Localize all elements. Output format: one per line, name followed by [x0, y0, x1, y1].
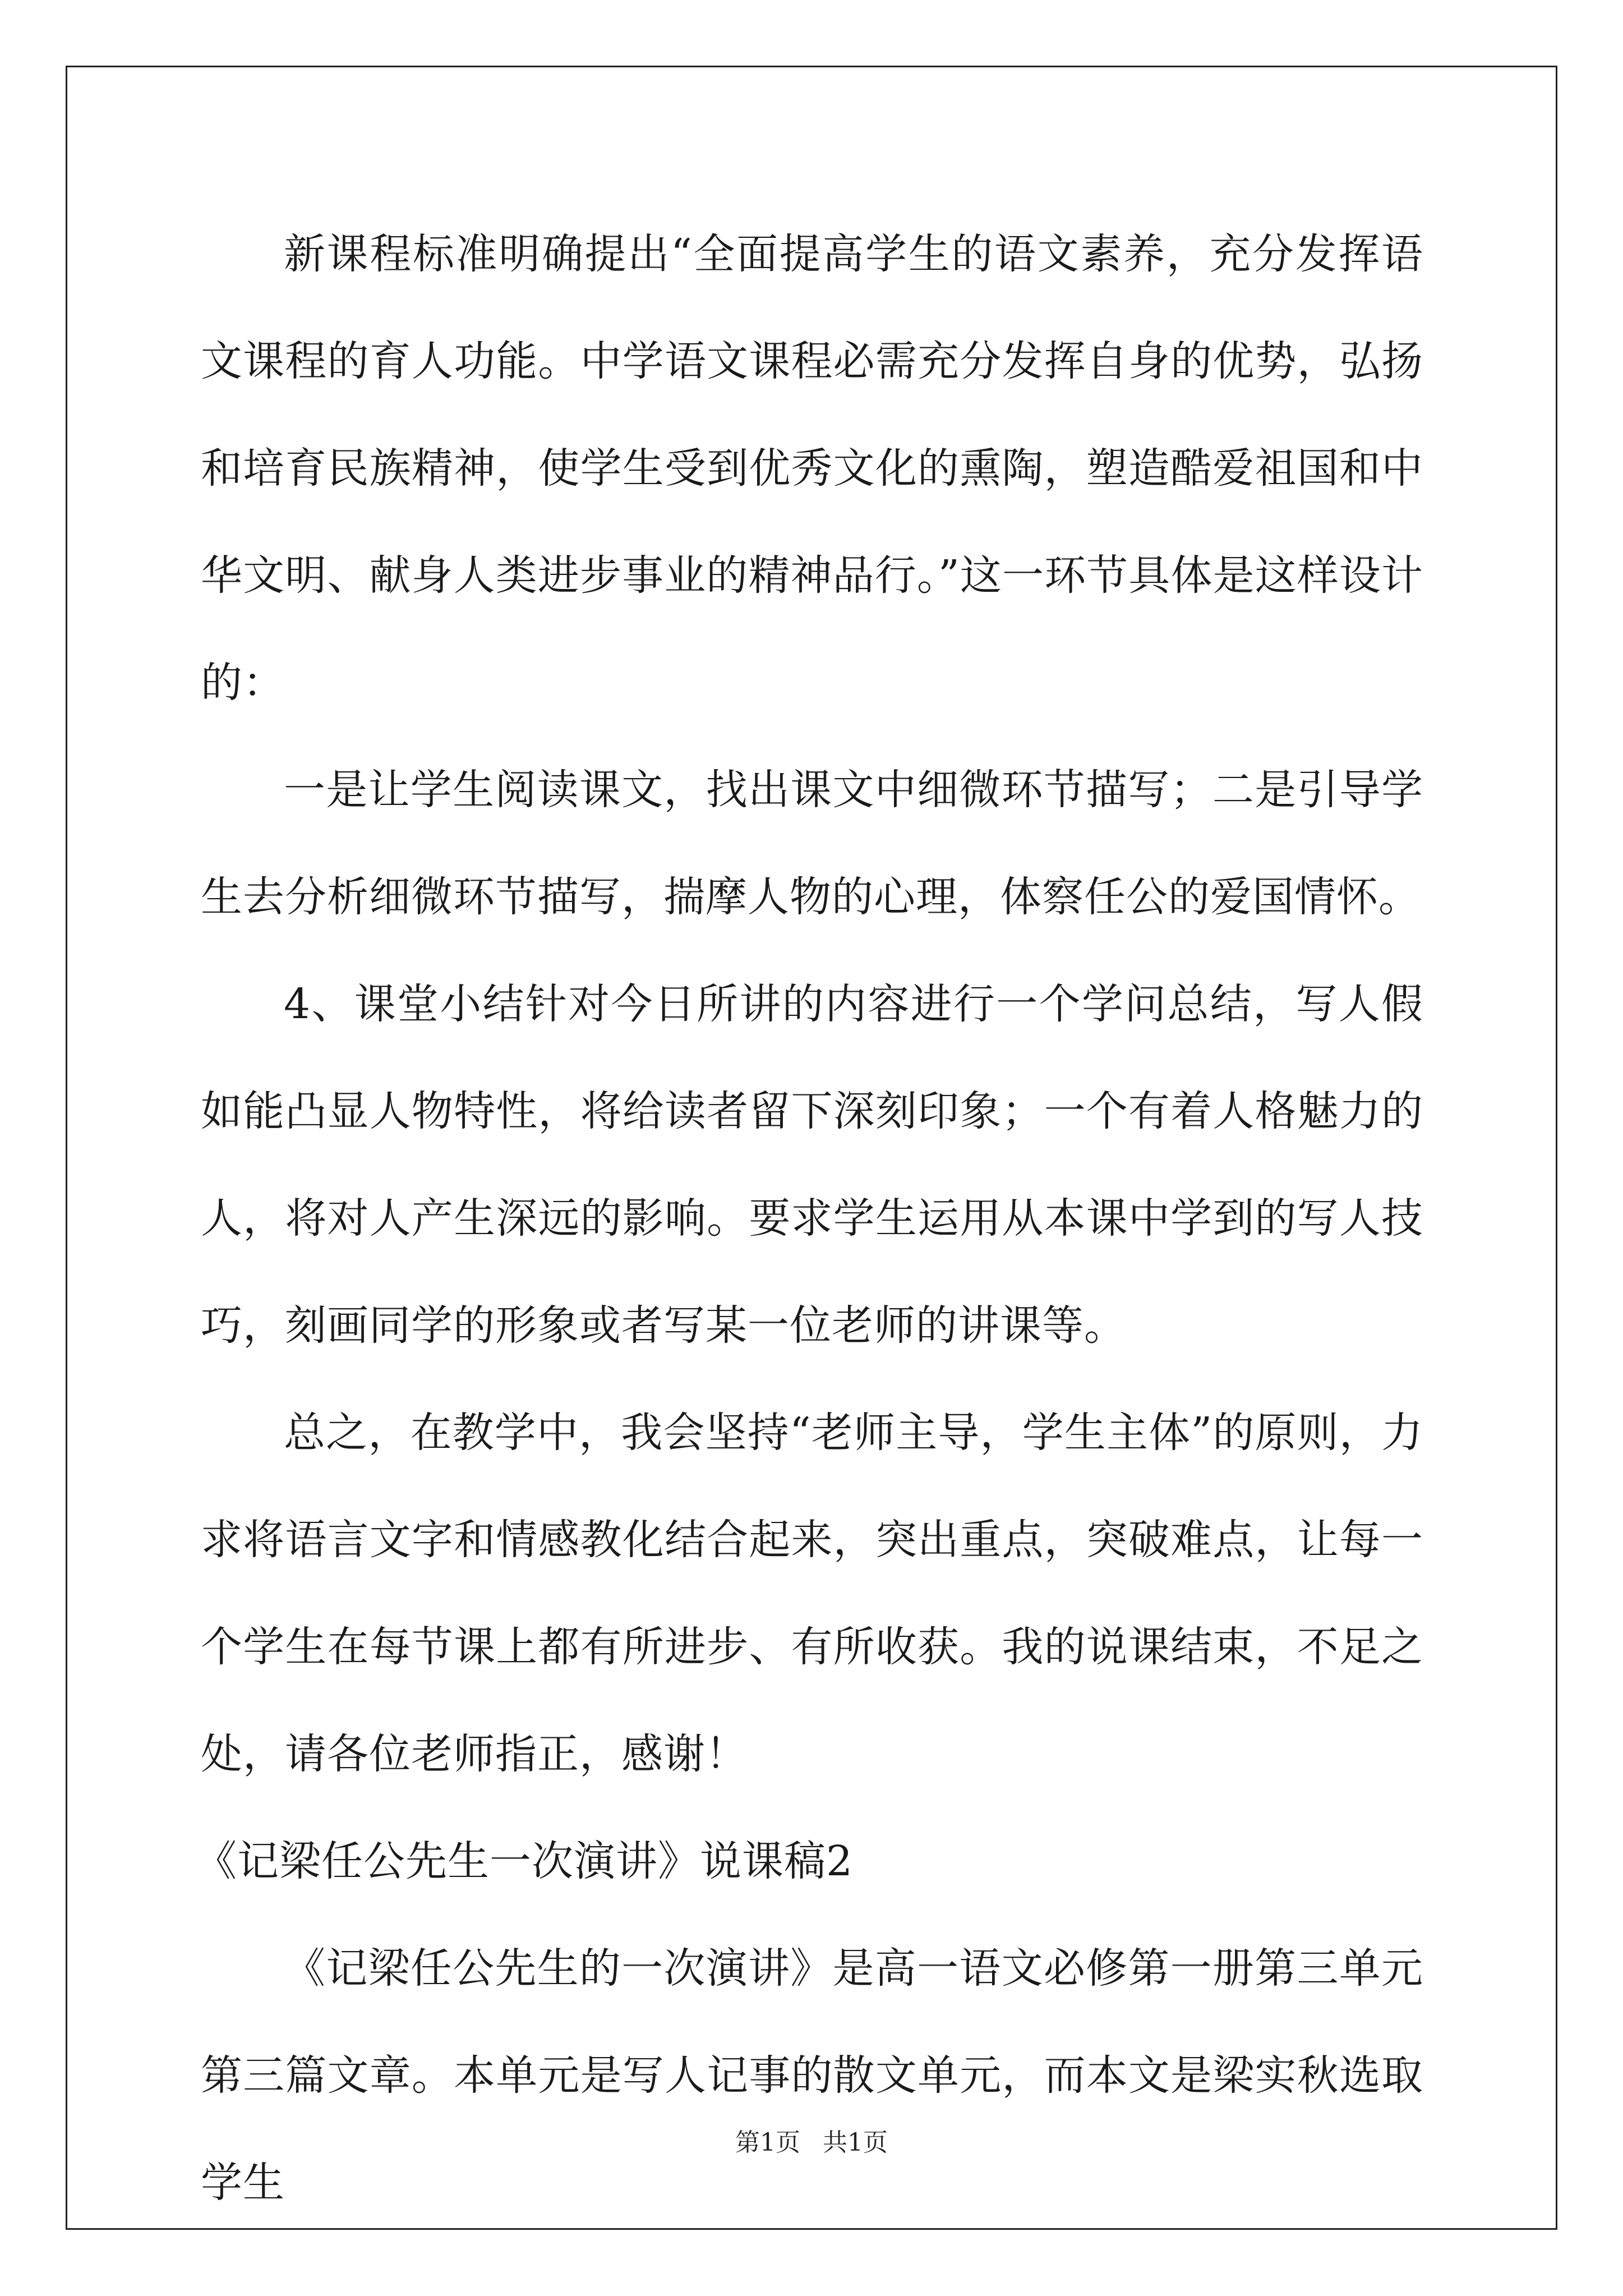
paragraph: 总之，在教学中，我会坚持“老师主导，学生主体”的原则，力求将语言文字和情感教化结合起来，突出重点，突破难点，让每一个学生在每节课上都有所进步、有所收获。我的说课结束，不足之处，请各位老师指正，感谢！ — [201, 1409, 1423, 1778]
page-footer — [0, 2126, 1623, 2160]
section-title: 《记梁任公先生一次演讲》说课稿2 — [195, 1837, 854, 1885]
paragraph: 新课程标准明确提出“全面提高学生的语文素养，充分发挥语文课程的育人功能。中学语文课程必需充分发挥自身的优势，弘扬和培育民族精神，使学生受到优秀文化的熏陶，塑造酷爱祖国和中华文明、献身人类进步事业的精神品行。”这一环节具体是这样设计的： — [201, 230, 1423, 707]
page-total: 共1页 — [823, 2128, 888, 2157]
paragraph: 一是让学生阅读课文，找出课文中细微环节描写；二是引导学生去分析细微环节描写，揣摩人物的心理，体察任公的爱国情怀。 — [201, 766, 1423, 921]
paragraph: 4、课堂小结针对今日所讲的内容进行一个学问总结，写人假如能凸显人物特性，将给读者留下深刻印象；一个有着人格魅力的人，将对人产生深远的影响。要求学生运用从本课中学到的写人技巧，刻画同学的形象或者写某一位老师的讲课等。 — [201, 980, 1423, 1350]
document-body — [195, 201, 1423, 2237]
page-number: 第1页 — [735, 2128, 800, 2157]
paragraph: 《记梁任公先生的一次演讲》是高一语文必修第一册第三单元第三篇文章。本单元是写人记事的散文单元，而本文是梁实秋选取学生 — [201, 1944, 1423, 2207]
